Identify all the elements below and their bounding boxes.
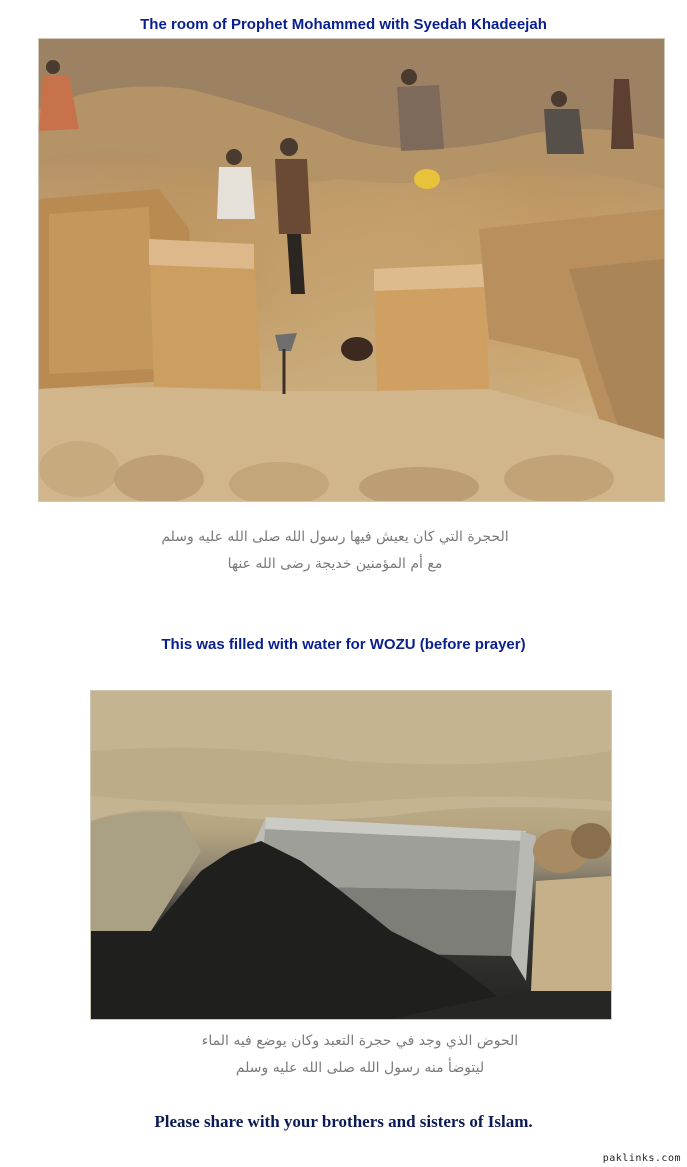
section1-arabic-caption: [100, 524, 570, 578]
excavation-room-photo: [38, 38, 665, 502]
section2-caption-line2: ليتوضأ منه رسول الله صلى الله عليه وسلم: [235, 1060, 485, 1076]
section1-title: The room of Prophet Mohammed with Syedah Khadeejah: [140, 16, 547, 33]
share-message: Please share with your brothers and sisters of Islam.: [154, 1112, 533, 1131]
water-basin-photo: [90, 690, 612, 1020]
section1-caption-line2: مع أم المؤمنين خديجة رضى الله عنها: [227, 556, 443, 572]
section2-arabic-caption: [195, 1028, 525, 1082]
section2-title: This was filled with water for WOZU (before prayer): [161, 636, 526, 653]
excavation-room-illustration: [39, 39, 664, 501]
section2-caption-line1: الحوض الذي وجد في حجرة التعبد وكان يوضع فيه الماء: [201, 1033, 519, 1049]
site-watermark: paklinks.com: [602, 1153, 681, 1164]
water-basin-illustration: [91, 691, 611, 1019]
section1-caption-line1: الحجرة التي كان يعيش فيها رسول الله صلى الله عليه وسلم: [161, 529, 509, 545]
